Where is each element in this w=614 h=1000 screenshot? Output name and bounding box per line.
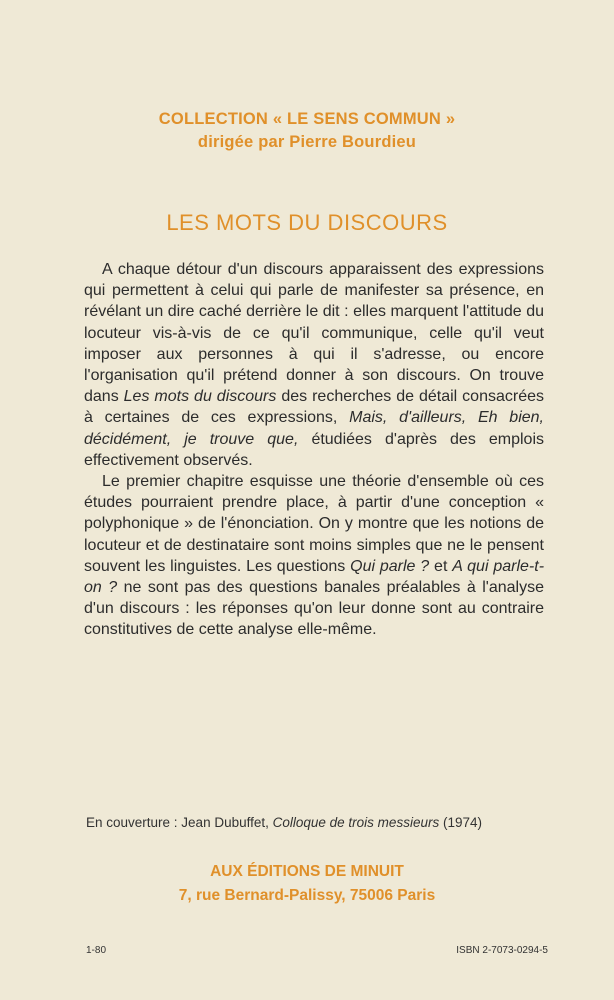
book-title: LES MOTS DU DISCOURS (166, 210, 448, 235)
italic-expressions: Mais, d'ailleurs, Eh bien, décidément, je trouve que, (84, 409, 544, 448)
publisher-block (0, 860, 614, 908)
blurb (84, 259, 544, 641)
blurb-paragraph-2 (84, 471, 544, 641)
publisher-address: 7, rue Bernard-Palissy, 75006 Paris (178, 887, 436, 904)
italic-question-2: A qui parle-t-on ? (84, 557, 545, 597)
collection-director: dirigée par Pierre Bourdieu (197, 133, 417, 151)
credit-year: (1974) (439, 815, 482, 830)
collection-header (0, 108, 614, 154)
isbn: ISBN 2-7073-0294-5 (456, 945, 548, 956)
text-run: A chaque détour d'un discours apparaissent des expressions qui permettent à celui qui parle de manifester sa présence, en révélant un dire caché derrière le dit : elles marquent l'attitude du locuteur vis-à-vis de ce qu'il communique, celle qu'il veut imposer aux personnes à qui il s'adresse, ou encore l'organisation qu'il prétend donner à son discours. On trouve dans (84, 261, 544, 406)
blurb-paragraph-1 (84, 259, 544, 471)
credit-work-title: Colloque de trois messieurs (272, 815, 440, 830)
text-run: et (429, 557, 453, 575)
italic-book-title: Les mots du discours (123, 388, 277, 406)
cover-credit (86, 815, 482, 830)
publisher-name: AUX ÉDITIONS DE MINUIT (210, 863, 404, 880)
credit-prefix: En couverture : Jean Dubuffet, (86, 815, 273, 830)
text-run: étudiées d'après des emplois effectivement observés. (84, 430, 544, 469)
collection-name: COLLECTION « LE SENS COMMUN » (158, 110, 456, 128)
text-run: Le premier chapitre esquisse une théorie d'ensemble où ces études pourraient prendre place, à partir d'une conception « polyphonique » de l'énonciation. On y montre que les notions de locuteur et de destinataire sont moins simples que ne le pensent souvent les linguistes. Les questions (84, 473, 544, 575)
text-run: ne sont pas des questions banales préalables à l'analyse d'un discours : les réponses qu'on leur donne sont au contraire constitutives de cette analyse elle-même. (84, 579, 545, 639)
italic-question-1: Qui parle ? (350, 557, 430, 575)
text-run: des recherches de détail consacrées à certaines de ces expressions, (84, 388, 544, 427)
print-code: 1-80 (86, 945, 107, 956)
